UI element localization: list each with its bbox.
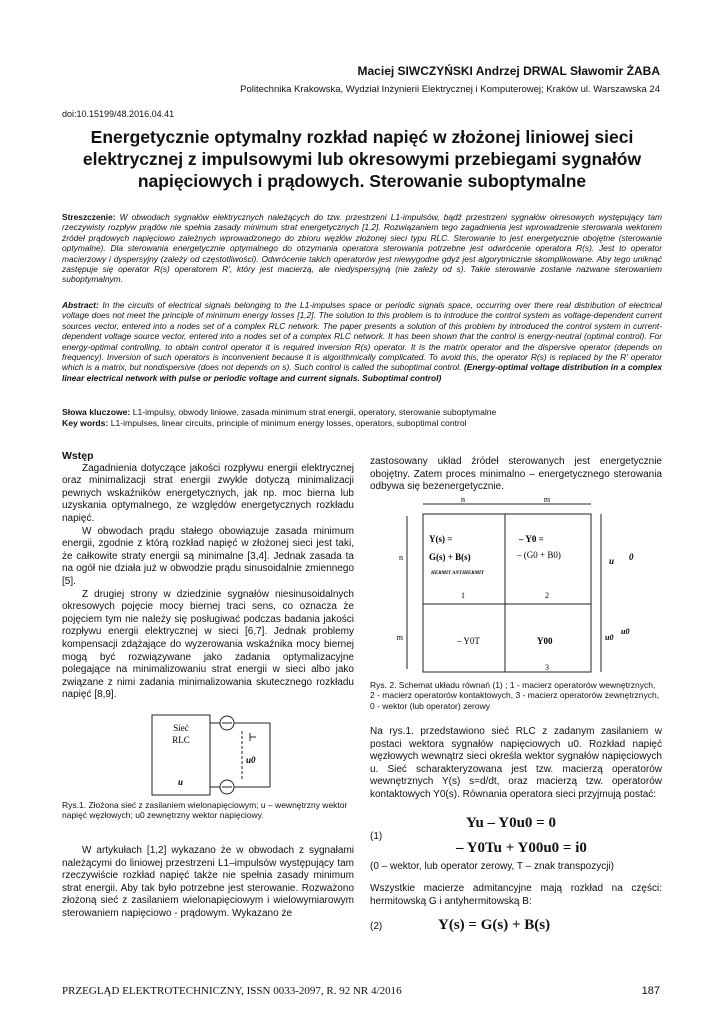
abstract-label: Abstract:: [62, 300, 99, 310]
abstract-text: In the circuits of electrical signals belonging to the L1-impulses space or periodic signals space, occurring over there real distribution of electrical voltage does not meet the principle of minimum energy losses [1,2]. The solution to this problem is to introduce the control system as voltage-dependent current sources vector, entered into a nodes set of a complex RLC network. The paper presents a solution of this problem by introduced the control system in current-dependent voltage source vector, entered into a nodes set of a complex RLC network. It has been shown that the control is energy-neutral (optimal control). For energy-optimal controlling, to obtain control operator it is required inversion R(s) operator. It is the matrix operator and the dispersive operator (depends on frequency). Inversion of such operators is inconvenient because it is algorithmically complicated. To avoid this, the operator R(s) is replaced by the R' operator which is a matrix, but nondispersive (does not depends on s). Such control is called the suboptimal control.: [62, 300, 662, 373]
cell4-content: Y00: [537, 636, 553, 646]
cell1-line1: Y(s) =: [429, 534, 453, 544]
eq2-number: (2): [370, 921, 383, 932]
eq1-note: (0 – wektor, lub operator zerowy, T – znak transpozycji): [370, 861, 614, 872]
keywords-pl-text: L1-impulsy, obwody liniowe, zasada minimum strat energii, operatory, sterowanie suboptymalne: [132, 407, 497, 417]
affiliation: Politechnika Krakowska, Wydział Inżynierii Elektrycznej i Komputerowej; Kraków ul. Warszawska 24: [240, 84, 660, 95]
vector-u0-label: u0: [605, 633, 614, 642]
cell2-line2: – (G0 + B0): [517, 550, 561, 560]
rhs-u0-label: u0: [621, 627, 630, 636]
label-n-side: n: [399, 553, 403, 562]
vector-u-label: u: [609, 556, 615, 566]
streszczenie-label: Streszczenie:: [62, 212, 116, 222]
keywords-pl: [62, 407, 662, 418]
left-paragraph-2: W obwodach prądu stałego obowiązuje zasada minimum energii, zgodnie z którą rozkład napięć w złożonej sieci jest taki, że całkowite straty energii są minimalne [3,4]. Jednak zasada ta na ogół nie działa już w obwodzie prądu sinusoidalnie zmiennego [5].: [62, 525, 354, 587]
streszczenie: [62, 212, 662, 285]
cell-number-2: 2: [545, 591, 549, 600]
cell2-line1: – Y0 =: [519, 534, 544, 544]
label-m-side: m: [396, 633, 403, 642]
rhs-zero-label: 0: [629, 552, 634, 562]
right-paragraph-1: zastosowany układ źródeł sterowanych jest energetycznie obojętny. Zatem proces minimalno – energetycznego sterowania odbywa się bezenergetycznie.: [370, 456, 662, 493]
figure-2-matrix-scheme: [395, 494, 645, 674]
eq1-line2: – Y0Tu + Y00u0 = i0: [456, 840, 587, 856]
eq1-number: (1): [370, 831, 383, 842]
fig1-label-siec: Sieć: [173, 723, 189, 733]
keywords-en-label: Key words:: [62, 418, 109, 428]
figure-1-circuit: [150, 713, 300, 799]
cell-number-1: 1: [461, 591, 465, 600]
left-column-intro: [62, 450, 354, 702]
figure-1-caption: Rys.1. Złożona sieć z zasilaniem wielonapięciowym; u – wewnętrzny wektor napięć węzłowych; u0 zewnętrzny wektor napięciowy.: [62, 800, 348, 821]
cell1-line2: G(s) + B(s): [429, 552, 471, 562]
right-paragraph-2: Na rys.1. przedstawiono sieć RLC z zadanym zasilaniem w postaci wektora sygnałów napięciowych u0. Rozkład napięć węzłowych wewnątrz sieci określa wektor sygnałów napięciowych u. Sieć scharakteryzowana jest tzw. macierzą operatorów wewnętrznych Y(s) s=d/dt, oraz macierzą tzw. operatorów kontaktowych Y0(s). Równania operatora sieci przyjmują postać:: [370, 726, 662, 800]
fig1-label-u: u: [178, 777, 184, 787]
abstract: [62, 300, 662, 383]
keywords-pl-label: Słowa kluczowe:: [62, 407, 131, 417]
left-paragraph-4: W artykułach [1,2] wykazano że w obwodach z sygnałami należącymi do liniowej przestrzeni L1–impulsów występujący tam rzeczywiście rozkład napięć także nie spełnia zasady minimum strat energii. Aby tak było potrzebne jest sterowanie. Rozważono złożoną sieć z zasilaniem wielonapięciowym i wielowymiarowym sterowaniem napięciowo - prądowym. Wykazano że: [62, 845, 354, 919]
footer-journal: PRZEGLĄD ELEKTROTECHNICZNY, ISSN 0033-2097, R. 92 NR 4/2016: [62, 985, 402, 997]
label-n-top: n: [461, 495, 465, 504]
cell3-content: – Y0T: [457, 636, 480, 646]
left-column-continued: [62, 845, 354, 921]
paper-title: Energetycznie optymalny rozkład napięć w złożonej liniowej sieci elektrycznej z impulsowymi lub okresowymi przebiegami sygnałów napięciowych i prądowych. Sterowanie suboptymalne: [82, 127, 642, 191]
doi: doi:10.15199/48.2016.04.41: [62, 109, 175, 119]
fig1-label-rlc: RLC: [172, 735, 190, 745]
page-number: 187: [641, 985, 660, 997]
left-paragraph-1: Zagadnienia dotyczące jakości rozpływu energii elektrycznej oraz minimalizacji strat energii zwykle dotyczą minimalizacji pewnych wskaźników energetycznych, jak np. moc bierna lub uzyskania optymalnego, ze względów energetycznych rozkładu napięć.: [62, 462, 354, 524]
cell1-line3: HERMIT ANTIHERMIT: [431, 571, 485, 576]
eq2-content: Y(s) = G(s) + B(s): [438, 917, 551, 933]
keywords-en-text: L1-impulses, linear circuits, principle of minimum energy losses, operators, suboptimal control: [110, 418, 467, 428]
eq1-line1: Yu – Y0u0 = 0: [466, 815, 556, 831]
keywords-en: [62, 418, 662, 429]
label-m-top: m: [543, 495, 551, 504]
streszczenie-text: W obwodach sygnałów elektrycznych należących do tzw. przestrzeni L1-impulsów, bądź przestrzeni sygnałów okresowych występujący tam rzeczywisty rozpływ prądów nie spełnia zasady minimum strat energetycznych [1,2]. Rozwiązaniem tego zagadnienia jest wprowadzenie sterowania wektorem źródeł prądowych napięciowo zależnych wprowadzonego do zbioru węzłów złożonej sieci typu RLC. Sterowanie to jest energetycznie obojętne (sterowanie optymalne). Dla sterowania energetycznie optymalnego do otrzymania operatora sterowania potrzebne jest odwrócenie operatora R(s). Jest to operator macierzowy i dyspersyjny (zależy od częstotliwości). Odwrócenie takich operatorów jest niewygodne gdyż jest algorytmicznie skomplikowane. Aby tego uniknąć zastępuje się operator R(s) operatorem R', który jest macierzą, ale niedyspersyjną (nie zależy od s). Takie sterowanie zostanie nazwane sterowaniem suboptymalnym.: [62, 212, 663, 285]
abstract-title-en: (Energy-optimal voltage distribution in a complex linear electrical network with pulse or periodic voltage and current signals. Suboptimal control): [62, 362, 663, 383]
right-paragraph-3: Wszystkie macierze admitancyjne mają rozkład na części: hermitowską G i antyhermitowską B:: [370, 883, 662, 907]
cell-number-3: 3: [545, 663, 549, 672]
authors: Maciej SIWCZYŃSKI Andrzej DRWAL Sławomir ŻABA: [357, 64, 660, 78]
figure-2-caption: Rys. 2. Schemat układu równań (1) ; 1 - macierz operatorów wewnętrznych, 2 - macierz operatorów kontaktowych, 3 - macierz operatorów zewnętrznych, 0 - wektor (lub operator) zerowy: [370, 680, 660, 711]
section-heading-wstep: Wstęp: [62, 450, 94, 462]
left-paragraph-3: Z drugiej strony w dziedzinie sygnałów niesinusoidalnych okresowych pojęcie mocy biernej traci sens, co oznacza że pojęciem tym nie należy się posługiwać podczas badania jakości rozpływu energii elektrycznej w sieci [6,7]. Jednak problemy kompensacji zdążające do wyzerowania wskaźnika mocy biernej mogą być rozwiązywane jako zadania optymalizacyjne polegające na minimalizowaniu strat energii w sieci albo jako związane z nimi zadania minimalizowania skutecznego rozkładu napięć [8,9].: [62, 588, 354, 701]
fig1-label-u0: u0: [246, 755, 256, 765]
